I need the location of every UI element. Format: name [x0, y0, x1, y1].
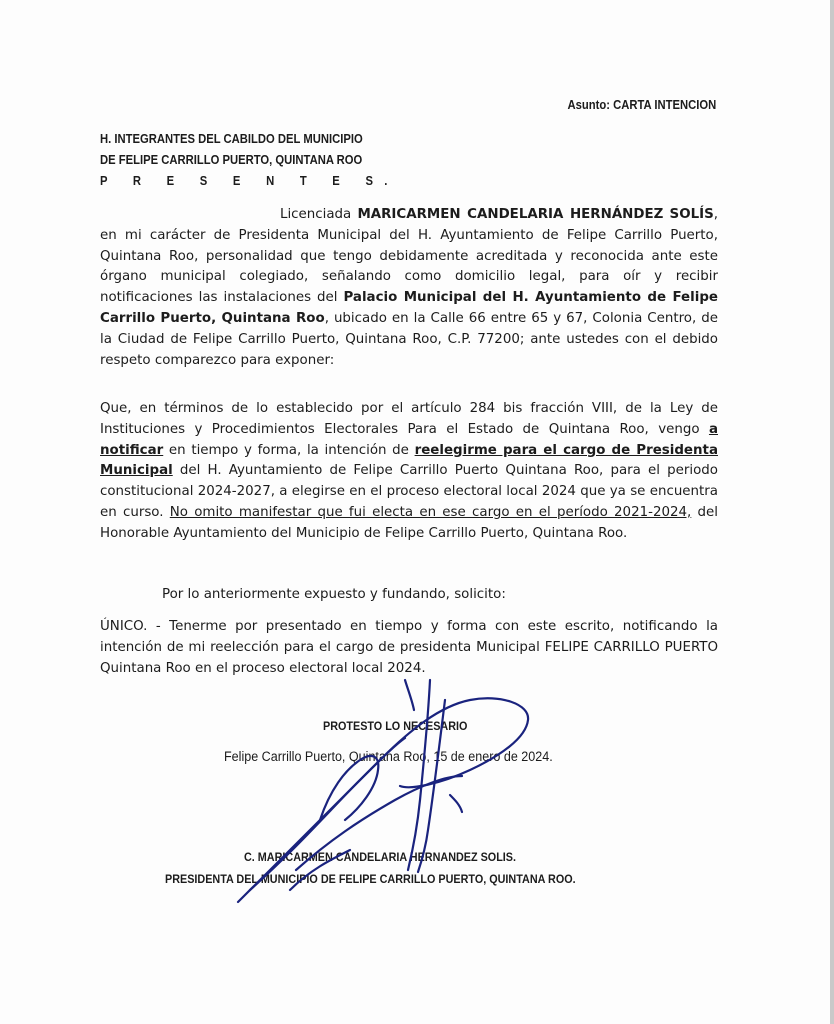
notification-notify-phrase: a notificar	[100, 421, 718, 458]
addressee-line-1: H. INTEGRANTES DEL CABILDO DEL MUNICIPIO	[100, 132, 363, 146]
notification-text-1: Que, en términos de lo establecido por el artículo 284 bis fracción VIII, de la Ley de Instituciones y Procedimientos Electorales Para el Estado de Quintana Roo, vengo	[100, 401, 718, 437]
intro-text-1: , en mi carácter de Presidenta Municipal del H. Ayuntamiento de Felipe Carrillo Puerto, Quintana Roo, personalidad que tengo debidamente acreditada y reconocida ante este órgano municipal colegiado, señalando como domicilio legal, para oír y recibir notificaciones las instalaciones del	[100, 207, 718, 306]
signer-name-part-2: SOLÍS	[669, 207, 714, 222]
protest-line: PROTESTO LO NECESARIO	[323, 719, 468, 733]
intro-text-2: , ubicado en la Calle 66 entre 65 y 67, Colonia Centro, de la Ciudad de Felipe Carrillo Puerto, Quintana Roo, C.P. 77200; ante ustedes con el debido respeto comparezco para exponer:	[100, 310, 718, 368]
notification-underlined-phrase: No omito manifestar que fui electa en ese cargo en el período 2021-2024,	[169, 504, 692, 520]
signer-title: PRESIDENTA DEL MUNICIPIO DE FELIPE CARRILLO PUERTO, QUINTANA ROO.	[165, 872, 576, 886]
paragraph-introduction	[100, 205, 718, 371]
notification-reelect-phrase: reelegirme para el cargo de Presidenta Municipal	[100, 442, 718, 479]
signer-name-part-1: MARICARMEN CANDELARIA HERNÁNDEZ	[357, 207, 664, 222]
notification-text-3: del H. Ayuntamiento de Felipe Carrillo Puerto Quintana Roo, para el periodo constitucional 2024-2027, a elegirse en el proceso electoral local 2024 que ya se encuentra en curso.	[100, 463, 718, 520]
notification-text-4: del Honorable Ayuntamiento del Municipio de Felipe Carrillo Puerto, Quintana Roo.	[100, 504, 718, 541]
addressee-presentes: P R E S E N T E S.	[100, 174, 399, 188]
intro-bold-address: Palacio Municipal del H. Ayuntamiento de Felipe Carrillo Puerto, Quintana Roo	[100, 290, 718, 326]
paragraph-unico: ÚNICO. - Tenerme por presentado en tiempo y forma con este escrito, notificando la intención de mi reelección para el cargo de presidenta Municipal FELIPE CARRILLO PUERTO Quintana Roo en el proceso electoral local 2024.	[100, 619, 718, 676]
addressee-line-2: DE FELIPE CARRILLO PUERTO, QUINTANA ROO	[100, 153, 363, 167]
paragraph-request-intro: Por lo anteriormente expuesto y fundando, solicito:	[162, 587, 506, 602]
signer-name: C. MARICARMEN CANDELARIA HERNANDEZ SOLIS.	[244, 850, 517, 864]
page-edge-shadow	[830, 0, 834, 1024]
paragraph-notification	[100, 399, 718, 545]
notification-text-2: en tiempo y forma, la intención de	[163, 442, 415, 458]
place-and-date: Felipe Carrillo Puerto, Quintana Roo, 15 de enero de 2024.	[224, 749, 553, 764]
addressee-block	[100, 129, 500, 192]
intro-lead: Licenciada	[280, 207, 358, 222]
subject-line: Asunto: CARTA INTENCION	[567, 98, 716, 112]
